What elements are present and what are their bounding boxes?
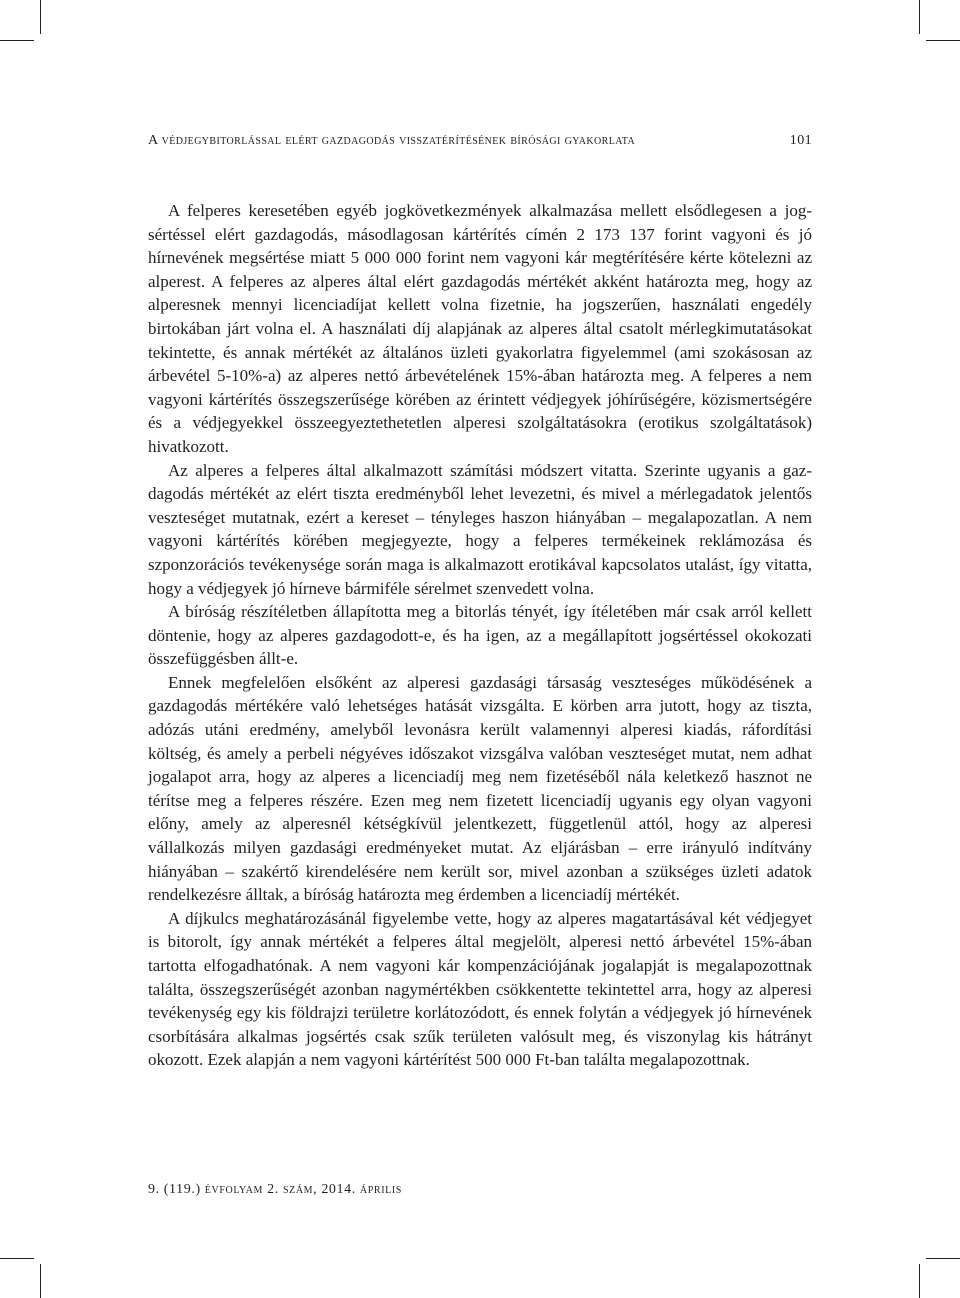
- page-number: 101: [789, 133, 812, 148]
- paragraph: A díjkulcs meghatározásánál figyelembe vette, hogy az alperes magatartásával két védjegyet is bitorolt, így annak mértékét a felperes által megjelölt, alperesi nettó árbevétel 15%-ában tartotta elfogadhatónak. A nem vagyoni kár kompenzációjának jogalapját is megalapozottnak találta, összegszerűségét azonban nagymértékben csökkentette tekintettel arra, hogy az alperesi tevékenység egy kis földrajzi területre korlátozódott, és ennek folytán a védjegyek jó hírnevének csorbítására alkalmas jogsértés csak szűk területen valósult meg, és viszonylag kis hátrányt okozott. Ezek alapján a nem vagyoni kártérítést 500 000 Ft-ban találta megalapozottnak.: [148, 908, 812, 1070]
- paragraph: A bíróság részítéletben állapította meg a bitorlás tényét, így ítéletében már csak arról kellett döntenie, hogy az alperes gazdagodott-e, és ha igen, az a megállapított jogsértéssel okokozati összefüggésben állt-e.: [148, 602, 812, 669]
- paragraph: Ennek megfelelően elsőként az alperesi gazdasági társaság veszteséges működésének a gazdagodás mértékére való lehetséges hatását vizsgálta. E körben arra jutott, hogy az tiszta, adózás utáni eredmény, amelyből levonásra került valamennyi alperesi kiadás, ráfordítási költség, és amely a perbeli négyéves időszakot vizsgálva valóban veszteséget mutat, nem adhat jogalapot arra, hogy az alperes a licenciadíj meg nem fizetéséből nála keletkező hasznot ne térítse meg a felperes részére. Ezen meg nem fizetett licenciadíj ugyanis egy olyan vagyoni előny, amely az alperesnél kétségkívül jelentkezett, függetlenül attól, hogy az alperesi vállalkozás milyen gazdasági eredményeket mutat. Az eljárásban – erre irányuló indítvány hiányában – szakértő kirendelésére nem került sor, mivel azonban a szükséges üzleti adatok rendelkezésre álltak, a bíróság határozta meg érdemben a licenciadíj mértékét.: [148, 672, 812, 905]
- crop-mark-bottom-left: [0, 1258, 34, 1259]
- running-head-title: A védjegybitorlással elért gazdagodás visszatérítésének bírósági gyakorlata: [148, 133, 636, 148]
- body-text: [148, 199, 812, 1072]
- paragraph: Az alperes a felperes által alkalmazott számítási módszert vitatta. Szerinte ugyanis a gazdagodás mértékét az elért tiszta eredményből lehet levezetni, és mivel a mérlegadatok jelentős veszteséget mutatnak, ezért a kereset – tényleges haszon hiányában – megalapozatlan. A nem vagyoni kártérítés körében megjegyezte, hogy a felperes termékeinek reklámozása és szponzorációs tevékenysége során maga is alkalmazott erotikával kapcsolatos utalást, így vitatta, hogy a védjegyek jó hírneve bármiféle sérelmet szenvedett volna.: [148, 460, 812, 598]
- paragraph: A felperes keresetében egyéb jogkövetkezmények alkalmazása mellett elsődlegesen a jogsértéssel elért gazdagodás, másodlagosan kártérítés címén 2 173 137 forint vagyoni és jó hírnevének megsértése miatt 5 000 000 forint nem vagyoni kár megtérítésére kérte kötelezni az alperest. A felperes az alperes által elért gazdagodás mértékét akként határozta meg, hogy az alperesnek mennyi licenciadíjat kellett volna fizetnie, ha jogszerűen, használati engedély birtokában járt volna el. A használati díj alapjának az alperes által csatolt mérlegkimutatásokat tekintette, és annak mértékét az általános üzleti gyakorlatra figyelemmel (ami szokásosan az árbevétel 5-10%-a) az alperes nettó árbevételének 15%-ában határozta meg. A felperes a nem vagyoni kártérítés összegszerűsége körében az érintett védjegyek jóhírűségére, közismertségére és a védjegyekkel összeegyeztethetetlen alperesi szolgáltatásokra (erotikus szolgáltatások) hivatkozott.: [148, 201, 812, 456]
- crop-mark-top-right: [926, 40, 960, 41]
- crop-mark-top-left: [0, 40, 34, 41]
- crop-mark-top-right: [919, 0, 920, 34]
- crop-mark-bottom-left: [40, 1264, 41, 1298]
- footer-issue: 9. (119.) évfolyam 2. szám, 2014. április: [148, 1182, 402, 1197]
- crop-mark-bottom-right: [919, 1264, 920, 1298]
- crop-mark-bottom-right: [926, 1258, 960, 1259]
- crop-mark-top-left: [40, 0, 41, 34]
